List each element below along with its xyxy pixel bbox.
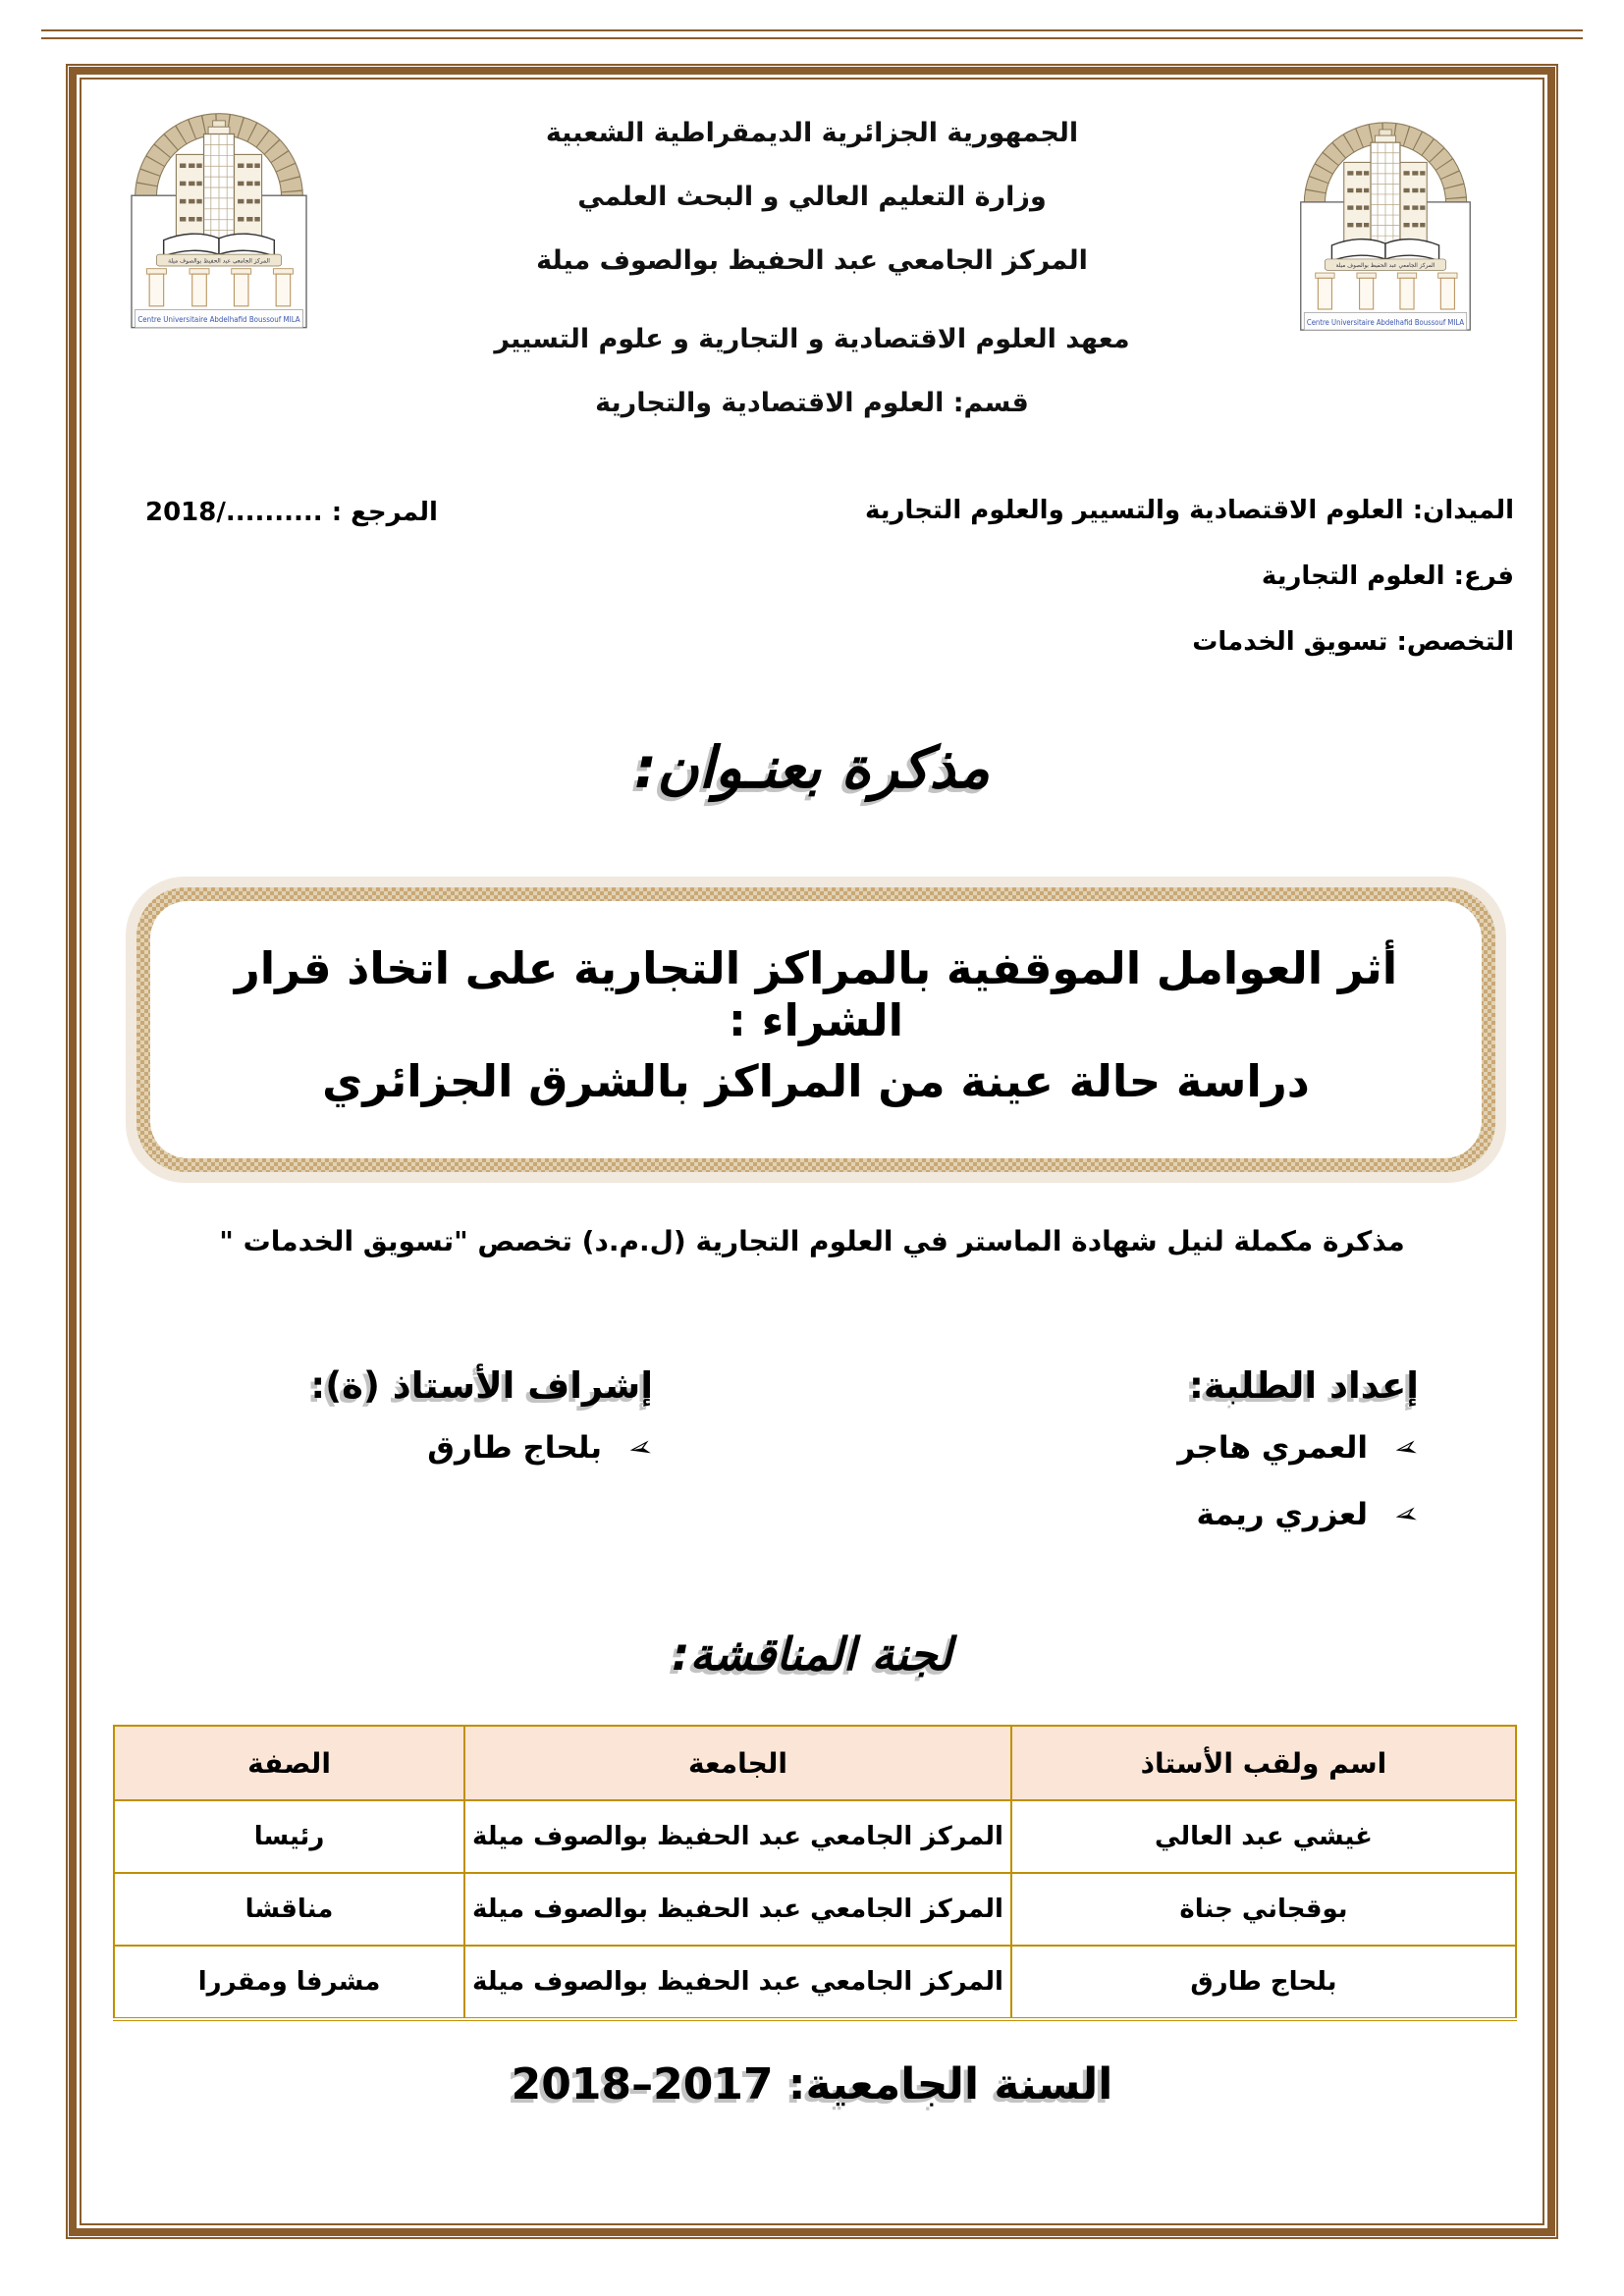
supervisor-item	[147, 1429, 656, 1468]
student-item	[1006, 1429, 1422, 1468]
logo-ribbon-text: المركز الجامعي عبد الحفيظ بوالصوف ميلة	[168, 258, 270, 265]
title-box	[126, 877, 1506, 1183]
col-header-role: الصفة	[114, 1726, 464, 1800]
svg-text:Centre Universitaire Abdelhafi: Centre Universitaire Abdelhafid Boussouf MILA	[1306, 317, 1465, 327]
role-cell: رئيسا	[114, 1800, 464, 1873]
university-cell: المركز الجامعي عبد الحفيظ بوالصوف ميلة	[464, 1946, 1011, 2019]
department-line: قسم: العلوم الاقتصادية والتجارية	[595, 388, 1029, 418]
role-cell: مشرفا ومقررا	[114, 1946, 464, 2019]
branch-line: فرع: العلوم التجارية	[1261, 561, 1514, 591]
student-name: العمري هاجر	[1177, 1430, 1369, 1466]
university-logo-right	[1299, 100, 1472, 346]
col-header-university: الجامعة	[464, 1726, 1011, 1800]
students-block	[1006, 1364, 1422, 1564]
thesis-subtitle: مذكرة مكملة لنيل شهادة الماستر في العلوم التجارية (ل.م.د) تخصص "تسويق الخدمات "	[219, 1225, 1405, 1257]
role-cell: مناقشا	[114, 1873, 464, 1946]
professor-name-cell: بلحاج طارق	[1011, 1946, 1516, 2019]
committee-heading: لجنة المناقشة:	[672, 1628, 952, 1681]
arrowhead-bullet-icon: ➢	[1391, 1429, 1422, 1468]
table-row	[114, 1946, 1516, 2019]
university-logo-left	[130, 90, 308, 344]
meta-block	[865, 496, 1514, 693]
university-cell: المركز الجامعي عبد الحفيظ بوالصوف ميلة	[464, 1873, 1011, 1946]
thesis-title-line1: أثر العوامل الموقفية بالمراكز التجارية على اتخاذ قرار الشراء :	[234, 942, 1398, 1046]
table-header-row	[114, 1726, 1516, 1800]
supervisor-heading: إشراف الأستاذ (ة):	[310, 1364, 653, 1407]
supervisor-block	[147, 1364, 656, 1497]
professor-name-cell: بوقجاني جناة	[1011, 1873, 1516, 1946]
field-line: الميدان: العلوم الاقتصادية والتسيير والعلوم التجارية	[864, 496, 1514, 525]
committee-table	[113, 1725, 1517, 2021]
university-line: المركز الجامعي عبد الحفيظ بوالصوف ميلة	[536, 245, 1088, 276]
students-heading: إعداد الطلبة:	[1189, 1364, 1419, 1407]
student-item	[1006, 1496, 1422, 1534]
table-row	[114, 1873, 1516, 1946]
supervisor-name: بلحاج طارق	[427, 1430, 603, 1466]
top-double-rule	[41, 29, 1583, 39]
republic-line: الجمهورية الجزائرية الديمقراطية الشعبية	[545, 118, 1079, 148]
professor-name-cell: غيشي عبد العالي	[1011, 1800, 1516, 1873]
memo-heading: مذكرة بعنـوان:	[633, 734, 991, 801]
reference-line: المرجع : ........../2018	[145, 498, 438, 527]
thesis-title-line2: دراسة حالة عينة من المراكز بالشرق الجزائري	[322, 1055, 1310, 1107]
institute-line: معهد العلوم الاقتصادية و التجارية و علوم التسيير	[494, 324, 1130, 354]
svg-text:المركز الجامعي عبد الحفيظ بوال: المركز الجامعي عبد الحفيظ بوالصوف ميلة	[1335, 262, 1435, 269]
table-row	[114, 1800, 1516, 1873]
specialty-line: التخصص: تسويق الخدمات	[1192, 627, 1514, 657]
col-header-professor: اسم ولقب الأستاذ	[1011, 1726, 1516, 1800]
arrowhead-bullet-icon: ➢	[1391, 1496, 1422, 1534]
header-block	[324, 116, 1300, 450]
ministry-line: وزارة التعليم العالي و البحث العلمي	[577, 182, 1047, 212]
title-box-inner	[150, 901, 1482, 1158]
university-cell: المركز الجامعي عبد الحفيظ بوالصوف ميلة	[464, 1800, 1011, 1873]
arrowhead-bullet-icon: ➢	[625, 1429, 656, 1468]
student-name: لعزري ريمة	[1196, 1497, 1369, 1532]
academic-year: السنة الجامعية: 2017–2018	[511, 2059, 1113, 2109]
logo-caption: Centre Universitaire Abdelhafid Boussouf MILA	[137, 314, 301, 325]
